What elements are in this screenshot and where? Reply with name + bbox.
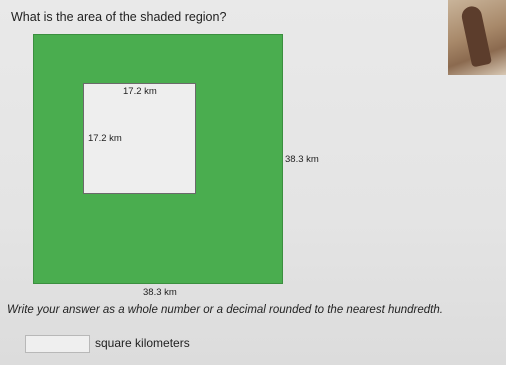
inner-square-top-label: 17.2 km [123,86,157,97]
outer-square-bottom-label: 38.3 km [143,287,177,298]
unit-label: square kilometers [95,336,190,350]
answer-instruction: Write your answer as a whole number or a decimal rounded to the nearest hundredth. [7,304,443,316]
question-text: What is the area of the shaded region? [11,10,227,24]
answer-input[interactable] [25,335,90,353]
photo-figure [460,5,492,68]
inner-square-left-label: 17.2 km [88,133,122,144]
outer-square-right-label: 38.3 km [285,154,319,165]
corner-photo-image [448,0,506,75]
